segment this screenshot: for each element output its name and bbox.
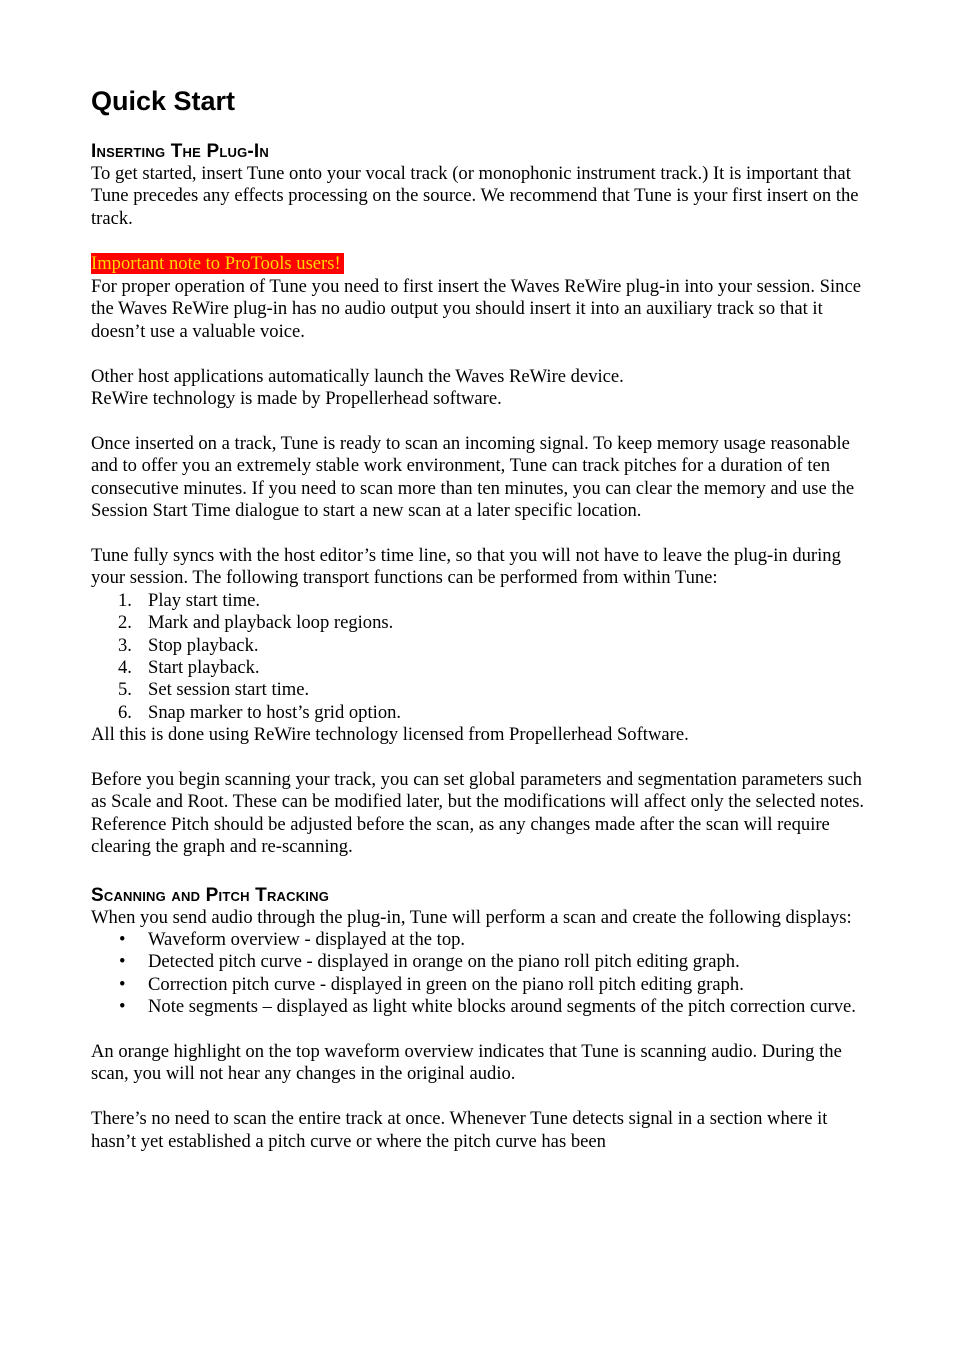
section-heading-scanning: Scanning and Pitch Tracking <box>91 884 330 906</box>
paragraph-once-inserted: Once inserted on a track, Tune is ready to scan an incoming signal. To keep memory usage reasonable and to offer you an extremely stable work environment, Tune can track pitches for a duration of ten consecutive minutes. If you need to scan more than ten minutes, you can clear the memory and use the Session Start Time dialogue to start a new scan at a later specific location. <box>91 432 855 522</box>
list-item: • Waveform overview - displayed at the top. <box>119 928 466 950</box>
list-item: 1. Play start time. <box>118 589 261 611</box>
paragraph-intro: To get started, insert Tune onto your vocal track (or monophonic instrument track.) It is important that Tune precedes any effects processing on the source. We recommend that Tune is your first insert on the track. <box>91 163 859 229</box>
section-heading-inserting: Inserting The Plug-In <box>91 141 269 163</box>
paragraph-before: Before you begin scanning your track, you can set global parameters and segmentation parameters such as Scale and Root. These can be modified later, but the modifications will affect only the selected notes. Reference Pitch should be adjusted before the scan, as any changes made after the scan will require clearing the graph and re-scanning. <box>91 768 865 858</box>
document-page <box>91 86 866 1153</box>
list-item: 3. Stop playback. <box>118 634 259 656</box>
page-title: Quick Start <box>91 86 236 116</box>
paragraph-all-this: All this is done using ReWire technology licensed from Propellerhead Software. <box>91 724 689 746</box>
paragraph-rewire-credit: ReWire technology is made by Propellerhead software. <box>91 388 502 410</box>
list-item: • Correction pitch curve - displayed in green on the piano roll pitch editing graph. <box>119 973 744 995</box>
paragraph-orange-highlight: An orange highlight on the top waveform overview indicates that Tune is scanning audio. During the scan, you will not hear any changes in the original audio. <box>91 1040 842 1085</box>
paragraph-no-need: There’s no need to scan the entire track at once. Whenever Tune detects signal in a section where it hasn’t yet established a pitch curve or where the pitch curve has been <box>91 1108 828 1152</box>
list-item: • Detected pitch curve - displayed in orange on the piano roll pitch editing graph. <box>119 951 740 973</box>
list-item: 2. Mark and playback loop regions. <box>118 612 394 634</box>
list-item: 6. Snap marker to host’s grid option. <box>118 701 402 723</box>
list-item: 5. Set session start time. <box>118 679 310 701</box>
paragraph-scan-intro: When you send audio through the plug-in, Tune will perform a scan and create the following displays: <box>91 906 852 928</box>
protools-note-line <box>91 253 866 276</box>
displays-list <box>91 929 866 1019</box>
paragraph-other-hosts: Other host applications automatically launch the Waves ReWire device. <box>91 365 624 387</box>
list-item: 4. Start playback. <box>118 656 260 678</box>
paragraph-syncs: Tune fully syncs with the host editor’s time line, so that you will not have to leave the plug-in during your session. The following transport functions can be performed from within Tune: <box>91 544 841 589</box>
paragraph-protools: For proper operation of Tune you need to first insert the Waves ReWire plug-in into your session. Since the Waves ReWire plug-in has no audio output you should insert it into an auxiliary track so that it doesn’t use a valuable voice. <box>91 276 861 342</box>
protools-note-highlight: Important note to ProTools users! <box>91 253 344 274</box>
list-item: • Note segments – displayed as light white blocks around segments of the pitch correction curve. <box>119 996 856 1018</box>
transport-functions-list <box>91 590 866 724</box>
